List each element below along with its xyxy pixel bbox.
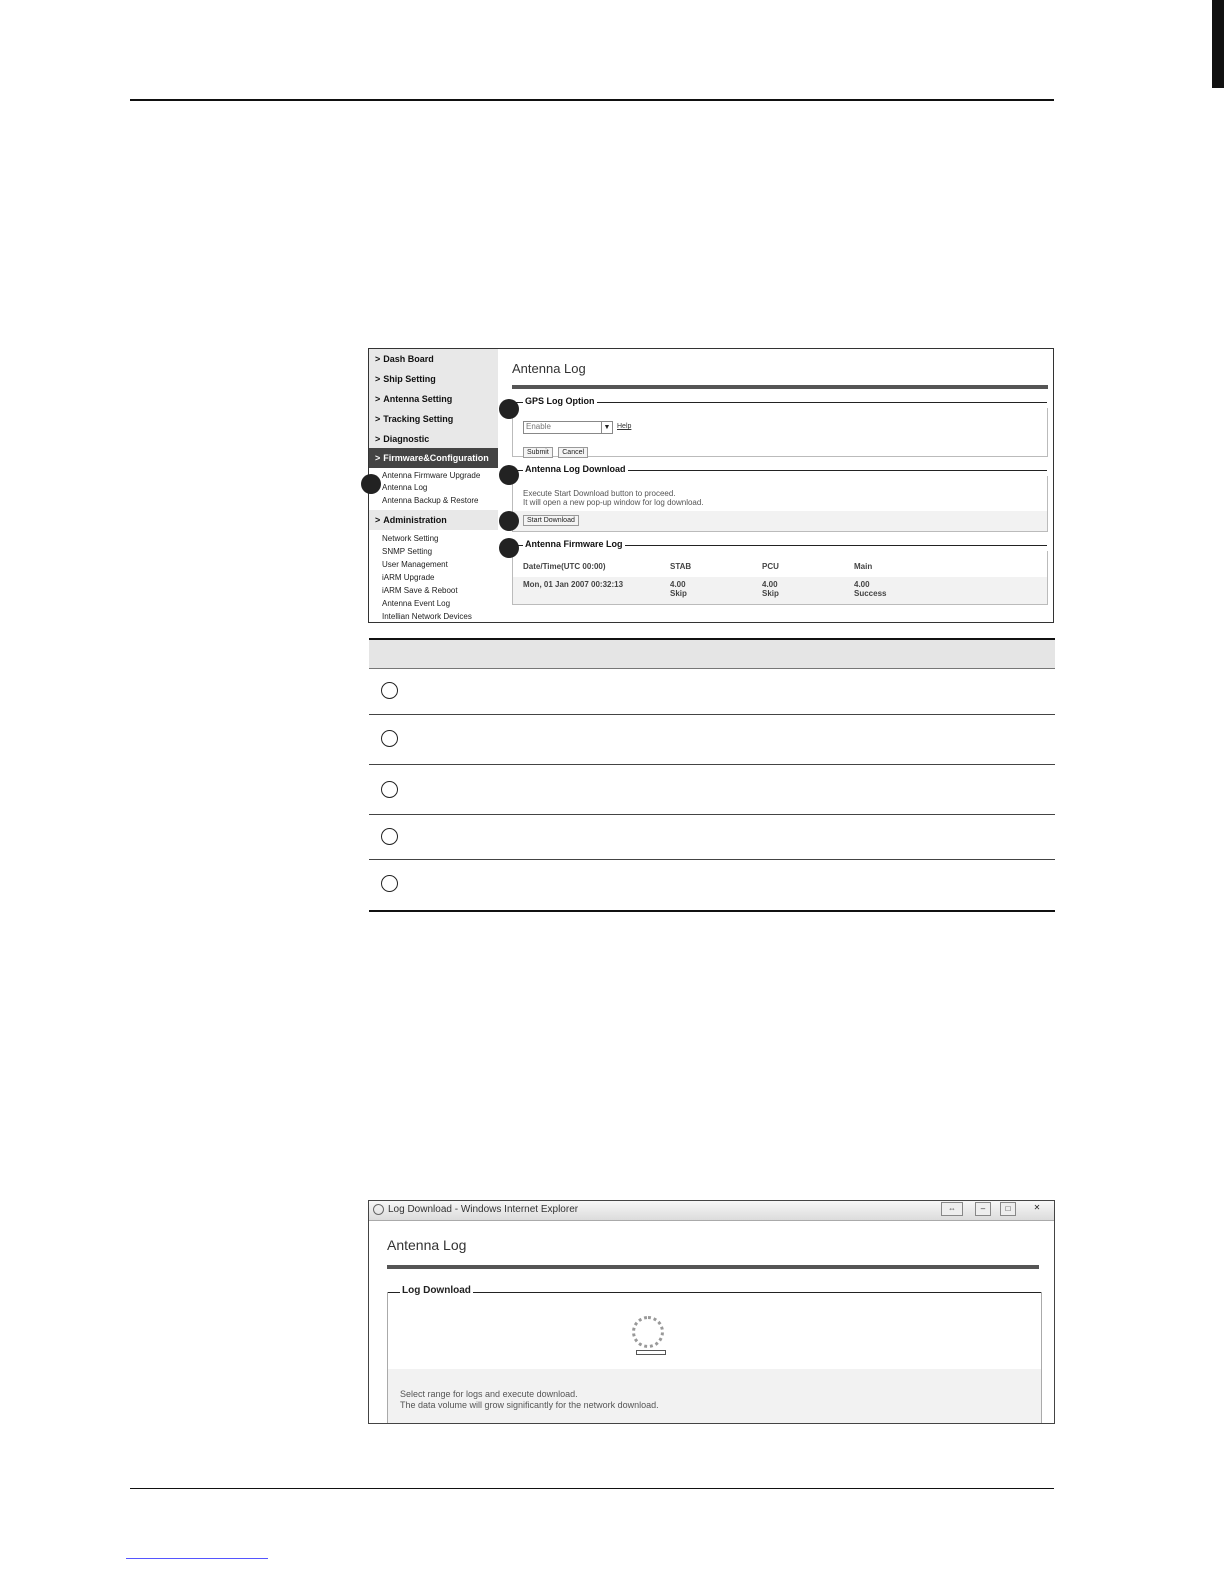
section-title: GPS Log Option xyxy=(525,396,595,406)
instruction-line: Execute Start Download button to proceed. xyxy=(523,489,676,498)
col-header-pcu: PCU xyxy=(762,562,779,571)
antenna-log-download-section xyxy=(512,464,1048,532)
cancel-button[interactable]: Cancel xyxy=(558,447,588,458)
antenna-log-screenshot xyxy=(368,348,1054,623)
gps-log-option-section xyxy=(512,396,1048,457)
chevron-right-icon: > xyxy=(375,434,381,444)
cell-stab xyxy=(670,580,687,598)
chevron-right-icon: > xyxy=(375,374,381,384)
nav-antenna-setting[interactable] xyxy=(369,389,498,409)
nav-label: Tracking Setting xyxy=(383,414,454,424)
download-instructions xyxy=(400,1389,659,1411)
nav-firmware-configuration[interactable] xyxy=(369,448,498,468)
sub-antenna-event-log[interactable]: Antenna Event Log xyxy=(382,599,451,608)
title-divider xyxy=(512,385,1048,389)
table-row xyxy=(369,715,1055,765)
chevron-right-icon: > xyxy=(375,515,381,525)
log-download-window-screenshot xyxy=(368,1200,1055,1424)
nav-label: Antenna Setting xyxy=(383,394,453,404)
page-title: Antenna Log xyxy=(512,361,586,376)
section-title: Antenna Log Download xyxy=(525,464,626,474)
chevron-right-icon: > xyxy=(375,414,381,424)
callout-marker-5 xyxy=(499,538,519,558)
sub-intellian-network-devices[interactable]: Intellian Network Devices xyxy=(382,612,472,621)
nav-diagnostic[interactable] xyxy=(369,429,498,449)
table-row xyxy=(369,765,1055,815)
nav-tracking-setting[interactable] xyxy=(369,409,498,429)
table-header xyxy=(369,640,1055,669)
page-edge-tab xyxy=(1212,0,1224,88)
instruction-line: Select range for logs and execute download. xyxy=(400,1389,578,1399)
maximize-icon[interactable]: □ xyxy=(1000,1202,1016,1216)
number-circle-icon xyxy=(381,730,398,747)
cell-date: Mon, 01 Jan 2007 00:32:13 xyxy=(523,580,624,589)
nav-ship-setting[interactable] xyxy=(369,369,498,389)
instruction-line: It will open a new pop-up window for log download. xyxy=(523,498,704,507)
sub-antenna-backup-restore[interactable]: Antenna Backup & Restore xyxy=(382,496,479,505)
col-header-datetime: Date/Time(UTC 00:00) xyxy=(523,562,606,571)
chevron-right-icon: > xyxy=(375,354,381,364)
firmware-log-header xyxy=(513,557,1047,577)
sub-snmp-setting[interactable]: SNMP Setting xyxy=(382,547,433,556)
window-title: Log Download - Windows Internet Explorer xyxy=(388,1204,579,1215)
download-instructions xyxy=(523,489,704,507)
main-content xyxy=(498,349,1053,622)
select-value: Enable xyxy=(526,422,551,431)
col-header-main: Main xyxy=(854,562,873,571)
sidebar xyxy=(369,349,498,622)
table-row xyxy=(369,860,1055,912)
col-header-stab: STAB xyxy=(670,562,692,571)
nav-administration[interactable] xyxy=(369,510,498,530)
download-button-bar xyxy=(513,511,1047,531)
nav-label: Ship Setting xyxy=(383,374,436,384)
cell-value: 4.00 xyxy=(670,580,686,589)
callout-marker-4 xyxy=(499,511,519,531)
section-title: Antenna Firmware Log xyxy=(525,539,623,549)
nav-label: Administration xyxy=(383,515,447,525)
number-circle-icon xyxy=(381,828,398,845)
nav-label: Dash Board xyxy=(383,354,434,364)
gps-buttons xyxy=(523,441,589,459)
table-row xyxy=(369,668,1055,715)
cell-status: Skip xyxy=(670,589,687,598)
instruction-line: The data volume will grow significantly for the network download. xyxy=(400,1400,659,1410)
callout-marker-3 xyxy=(499,465,519,485)
cell-status: Success xyxy=(854,589,887,598)
table-row xyxy=(369,815,1055,860)
cell-main xyxy=(854,580,886,598)
section-border xyxy=(388,1292,1041,1293)
progress-bar xyxy=(636,1350,666,1355)
sub-user-management[interactable]: User Management xyxy=(382,560,448,569)
firmware-submenu xyxy=(369,468,498,510)
help-link[interactable]: Help xyxy=(617,423,632,430)
gps-log-select[interactable] xyxy=(523,421,613,434)
cell-value: 4.00 xyxy=(854,580,870,589)
dropdown-arrow-icon: ▼ xyxy=(601,422,612,433)
number-circle-icon xyxy=(381,875,398,892)
footer-rule xyxy=(130,1488,1054,1489)
chevron-right-icon: > xyxy=(375,453,381,463)
number-circle-icon xyxy=(381,781,398,798)
nav-label: Diagnostic xyxy=(383,434,430,444)
nav-label: Firmware&Configuration xyxy=(383,453,489,463)
cell-value: 4.00 xyxy=(762,580,778,589)
minimize-icon[interactable]: – xyxy=(975,1202,991,1216)
section-title: Log Download xyxy=(402,1285,471,1296)
sub-iarm-save-reboot[interactable]: iARM Save & Reboot xyxy=(382,586,458,595)
cell-status: Skip xyxy=(762,589,779,598)
table-row xyxy=(513,577,1047,604)
browser-icon xyxy=(373,1204,384,1215)
header-rule xyxy=(130,99,1054,101)
title-divider xyxy=(387,1265,1039,1269)
loading-spinner-icon xyxy=(632,1316,664,1348)
administration-submenu xyxy=(369,530,498,622)
chevron-right-icon: > xyxy=(375,394,381,404)
start-download-button[interactable]: Start Download xyxy=(523,515,579,526)
close-icon[interactable]: ✕ xyxy=(1033,1203,1041,1212)
sub-network-setting[interactable]: Network Setting xyxy=(382,534,439,543)
sub-iarm-upgrade[interactable]: iARM Upgrade xyxy=(382,573,435,582)
nav-dash-board[interactable] xyxy=(369,349,498,369)
callout-marker-2 xyxy=(499,399,519,419)
antenna-firmware-log-section xyxy=(512,539,1048,605)
window-titlebar xyxy=(369,1201,1054,1221)
submit-button[interactable]: Submit xyxy=(523,447,553,458)
page-title: Antenna Log xyxy=(387,1237,467,1253)
cell-pcu xyxy=(762,580,779,598)
restore-arrows-icon[interactable]: ⇔ xyxy=(941,1202,963,1216)
callout-marker-1 xyxy=(361,474,381,494)
sub-antenna-firmware-upgrade[interactable]: Antenna Firmware Upgrade xyxy=(382,471,481,480)
number-circle-icon xyxy=(381,682,398,699)
sub-antenna-log[interactable]: Antenna Log xyxy=(382,483,428,492)
log-download-section xyxy=(387,1285,1042,1424)
footer-link-underline xyxy=(126,1558,268,1559)
